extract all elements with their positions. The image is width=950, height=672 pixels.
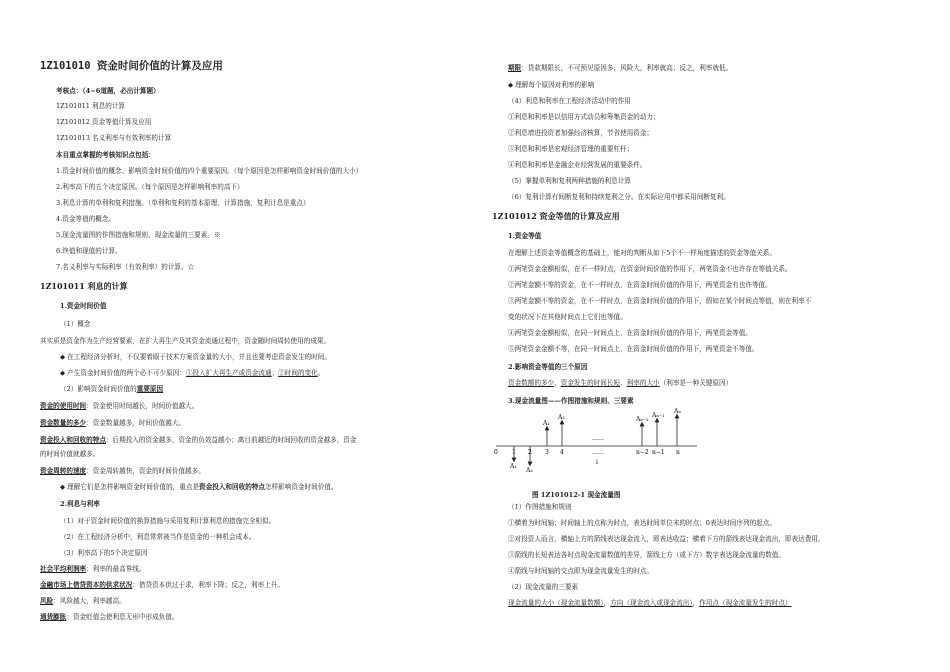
bullet bbox=[60, 483, 338, 491]
paragraph: 其实质是资金作为生产经营要素，在扩大再生产及其资金流通过程中，资金随时间周转使用的成果。 bbox=[40, 337, 331, 345]
subsection-title: 1.资金时间价值 bbox=[60, 302, 107, 310]
key-point: 3.利息计算的单利和复利措施。（单利和复利的基本原理、计算措施，复利计息是重点） bbox=[56, 199, 310, 207]
exam-points: 考核点：（4~6道题，必出计算题） bbox=[56, 87, 160, 95]
role-item: ①利息和利率是以信用方式动员和筹集资金的动力； bbox=[508, 113, 660, 121]
factor-label: 资金投入和回收的特点 bbox=[40, 436, 106, 444]
underlined-text: ①投入扩大再生产或资金流通 bbox=[185, 369, 272, 377]
arrow-label: A₁ bbox=[543, 420, 550, 427]
factor-text: ：资金周转越快，资金的时间价值越多。 bbox=[86, 467, 205, 475]
subsection-title: 2.影响资金等值的三个原因 bbox=[508, 363, 588, 371]
underlined-text: 现金流量的大小（现金流量数额） bbox=[508, 599, 604, 607]
arrow-label: A₂ bbox=[526, 467, 533, 474]
role-item: ④利息和利率是金融企业经营发展的重要条件。 bbox=[508, 161, 647, 169]
subsection-title: 3.现金流量图——作图措施和规则、三要素 bbox=[508, 397, 634, 405]
tick-label: 1 bbox=[512, 449, 516, 456]
text: ， bbox=[603, 599, 611, 607]
rule-item: ④箭线与时间轴的交点即为现金流量发生的时点。 bbox=[508, 567, 654, 575]
factor-line bbox=[40, 402, 198, 410]
factor-label: 期限 bbox=[508, 64, 522, 72]
paragraph: （4）利息和利率在工程经济活动中的作用 bbox=[508, 97, 631, 105]
role-item: ③利息和利率是宏观经济管理的重要杠杆； bbox=[508, 145, 634, 153]
paragraph bbox=[508, 379, 732, 387]
subsection-title: 1.资金等值 bbox=[508, 232, 542, 240]
factor-text: ：借贷资本供过于求，利率下降；反之，利率上升。 bbox=[132, 581, 284, 589]
key-point: 5.现金流量图的作图措施和规则、现金流量的三要素。※ bbox=[56, 231, 221, 239]
equiv-item: ②两笔金额不等的资金，在不一样时点，在资金时间价值的作用下，两笔资金有也许等值。 bbox=[508, 281, 772, 289]
paragraph: 在理解上述资金等值概念的基础上，能对的判断从如下5个不一样角度描述的资金等值关系。 bbox=[508, 249, 776, 257]
factor-line bbox=[40, 436, 357, 444]
factor-label: 通货膨胀 bbox=[40, 613, 67, 621]
factor-text: ：利率的最高界线。 bbox=[86, 565, 146, 573]
rule-item: ②对投资人而言，横轴上方的箭线表达现金流入，即表达收益；横着下方的箭线表达现金流出，即表达费用。 bbox=[508, 535, 825, 543]
text: ◆ 理解它们是怎样影响资金时间价值的，重点是 bbox=[60, 483, 200, 491]
rate-factor bbox=[40, 581, 284, 589]
bullet-text: ； bbox=[271, 369, 279, 377]
tick-label: n−1 bbox=[652, 449, 665, 456]
factor-text: ：资金数量越多，时间价值越大。 bbox=[86, 419, 186, 427]
key-point: 4.资金等值的概念。 bbox=[56, 215, 116, 223]
text: 怎样影响资金时间价值。 bbox=[264, 483, 338, 491]
bullet-text: 。 bbox=[317, 369, 325, 377]
rate-factor bbox=[508, 64, 732, 72]
factor-label: 风险 bbox=[40, 597, 54, 605]
tick-label: 3 bbox=[545, 449, 549, 456]
underlined-text: 利率的大小 bbox=[626, 379, 660, 387]
underlined-text: ②时间的变化 bbox=[278, 369, 318, 377]
paragraph: （2）在工程经济分析中，利息常常被当作是资金的一种机会成本。 bbox=[60, 533, 256, 541]
factor-label: 金融市场上借贷资本的供求状况 bbox=[40, 581, 133, 589]
arrow-label: Aₙ bbox=[674, 408, 681, 415]
toc-item: 1Z101011 利息的计算 bbox=[56, 102, 126, 110]
role-item: ②利息增进投资者加强经济核算，节省使用资金； bbox=[508, 129, 654, 137]
rate-factor bbox=[40, 565, 146, 573]
text: （利率是一种关键原因） bbox=[659, 379, 733, 387]
factor-label: 资金周转的速度 bbox=[40, 467, 87, 475]
tick-label: n−2 bbox=[636, 449, 649, 456]
arrow-label: A₁ bbox=[510, 463, 517, 470]
arrow-label: A₂ bbox=[558, 414, 565, 421]
chapter-title: 1Z101010 资金时间价值的计算及应用 bbox=[40, 60, 223, 72]
text: 、 bbox=[554, 379, 561, 387]
rate-factor bbox=[40, 597, 126, 605]
cash-flow-diagram bbox=[492, 404, 722, 474]
equiv-item: 变的状况下在其他时间点上它们也等值。 bbox=[508, 313, 627, 321]
toc-item: 1Z101013 名义利率与有效利率的计算 bbox=[56, 134, 172, 142]
bold-text: 资金投入和回收的特点 bbox=[199, 483, 265, 491]
paragraph: （5）掌握单利和复利两种措施的利息计算 bbox=[508, 177, 631, 185]
tick-label: 4 bbox=[560, 449, 564, 456]
factor-line bbox=[40, 467, 205, 475]
paragraph: （6）复利计算有间断复利和持续复利之分。在实际应用中都采用间断复利。 bbox=[508, 193, 730, 201]
tick-label: 0 bbox=[494, 449, 498, 456]
equiv-item: ④两笔资金金额相似，在同一时间点上，在资金时间价值的作用下，两笔资金等值。 bbox=[508, 329, 752, 337]
underlined-text: 资金数额的多少 bbox=[508, 379, 555, 387]
text: 、 bbox=[620, 379, 627, 387]
section-title: 1Z101012 资金等值的计算及应用 bbox=[492, 211, 620, 221]
key-point: 1.资金时间价值的概念、影响资金时间价值的四个重要原因。（每个原因是怎样影响资金时间价值的大小） bbox=[56, 167, 363, 175]
equiv-item: ⑤两笔资金金额不等，在同一时间点上，在资金时间价值的作用下，两笔资金不等值。 bbox=[508, 345, 759, 353]
factor-text: ：风险越大，利率越高。 bbox=[53, 597, 126, 605]
factor-text: ：资金使用时间越长，时间价值越大。 bbox=[86, 402, 199, 410]
rule-item: ③箭线的长短表达各时点现金流量数值的差异，箭线上方（或下方）数字表达现金流量的数值。 bbox=[508, 551, 785, 559]
paragraph: （2）现金流量的三要素 bbox=[508, 583, 579, 591]
rate-factor bbox=[40, 613, 178, 621]
paragraph: （3）利率高下的5个决定原因 bbox=[60, 549, 148, 557]
text: ， bbox=[692, 599, 700, 607]
factor-label: 资金数量的多少 bbox=[40, 419, 87, 427]
tick-label: 2 bbox=[528, 449, 532, 456]
underlined-text: 作用点（现金流量发生的时点） bbox=[699, 599, 792, 607]
factor-line bbox=[40, 419, 185, 427]
arrow-label: Aₙ₋₁ bbox=[652, 412, 665, 419]
paragraph: （1）概念 bbox=[60, 320, 91, 328]
factor-text: ：贷款期限长，不可预见原因多，风险大，利率就高；反之，利率就低。 bbox=[521, 64, 733, 72]
bullet-text: ◆ 产生资金时间价值的两个必不可少原因： bbox=[60, 369, 186, 377]
paragraph: （1）对于资金时间价值的换算措施与采用复利计算利息的措施完全相似。 bbox=[60, 517, 276, 525]
underlined-text: 资金发生的时间长短 bbox=[560, 379, 621, 387]
subsection-title: 2.利息与利率 bbox=[60, 500, 100, 508]
toc-item: 1Z101012 资金等值计算及应用 bbox=[56, 118, 152, 126]
factor-text: ：资金贬值会使利息无形中形成负值。 bbox=[66, 613, 179, 621]
three-elements bbox=[508, 599, 792, 607]
figure-caption: 图 1Z101012-1 现金流量图 bbox=[532, 491, 621, 499]
paragraph bbox=[60, 385, 163, 393]
paragraph: （1）作图措施和规则 bbox=[508, 503, 572, 511]
factor-line: 的时间价值就越多。 bbox=[40, 450, 100, 458]
key-heading: 本目重点掌握的考核知识点包括： bbox=[56, 151, 155, 159]
key-point: 7.名义利率与实际利率（有效利率）的计算。☆ bbox=[56, 263, 195, 271]
key-point: 2.利率高下的五个决定原因。（每个原因是怎样影响利率的高下） bbox=[56, 183, 244, 191]
tick-label: n bbox=[676, 449, 680, 456]
factor-text: ：后期投入的资金越多，资金的负效益越小；离目前越近的时间回收的资金越多，资金 bbox=[105, 436, 357, 444]
bullet: ◆ 理解每个原因对利率的影响 bbox=[508, 81, 595, 89]
factor-label: 社会平均利润率 bbox=[40, 565, 87, 573]
equiv-item: ①两笔资金金额相似，在不一样时点，在资金时间价值的作用下，两笔资金不也许存在等值关系。 bbox=[508, 265, 792, 273]
text: （2）影响资金时间价值的 bbox=[60, 385, 137, 393]
arrow-label: Aₙ₋₂ bbox=[636, 416, 649, 423]
underlined-text: 方向（现金流入或现金流出） bbox=[610, 599, 693, 607]
key-point: 6.终值和现值的计算。 bbox=[56, 247, 122, 255]
section-title: 1Z101011 利息的计算 bbox=[40, 281, 128, 291]
rate-label: i bbox=[596, 459, 598, 466]
ellipsis: …… bbox=[592, 435, 604, 442]
equiv-item: ③两笔金额不等的资金，在不一样时点，在资金时间价值的作用下，假如在某个时间点等值，则在利率不 bbox=[508, 297, 812, 305]
bullet: ◆ 在工程经济分析时，不仅要着眼于技术方案资金量的大小，并且也要考虑资金发生的时间。 bbox=[60, 353, 331, 361]
factor-label: 资金的使用时间 bbox=[40, 402, 87, 410]
underlined-text: 重要原因 bbox=[136, 385, 164, 393]
bullet bbox=[60, 369, 324, 377]
rule-item: ①横着为时间轴；时间轴上的点称为时点，表达时间单位末的时点；0表达时间序列的起点。 bbox=[508, 519, 776, 527]
ellipsis: …… bbox=[592, 449, 604, 456]
